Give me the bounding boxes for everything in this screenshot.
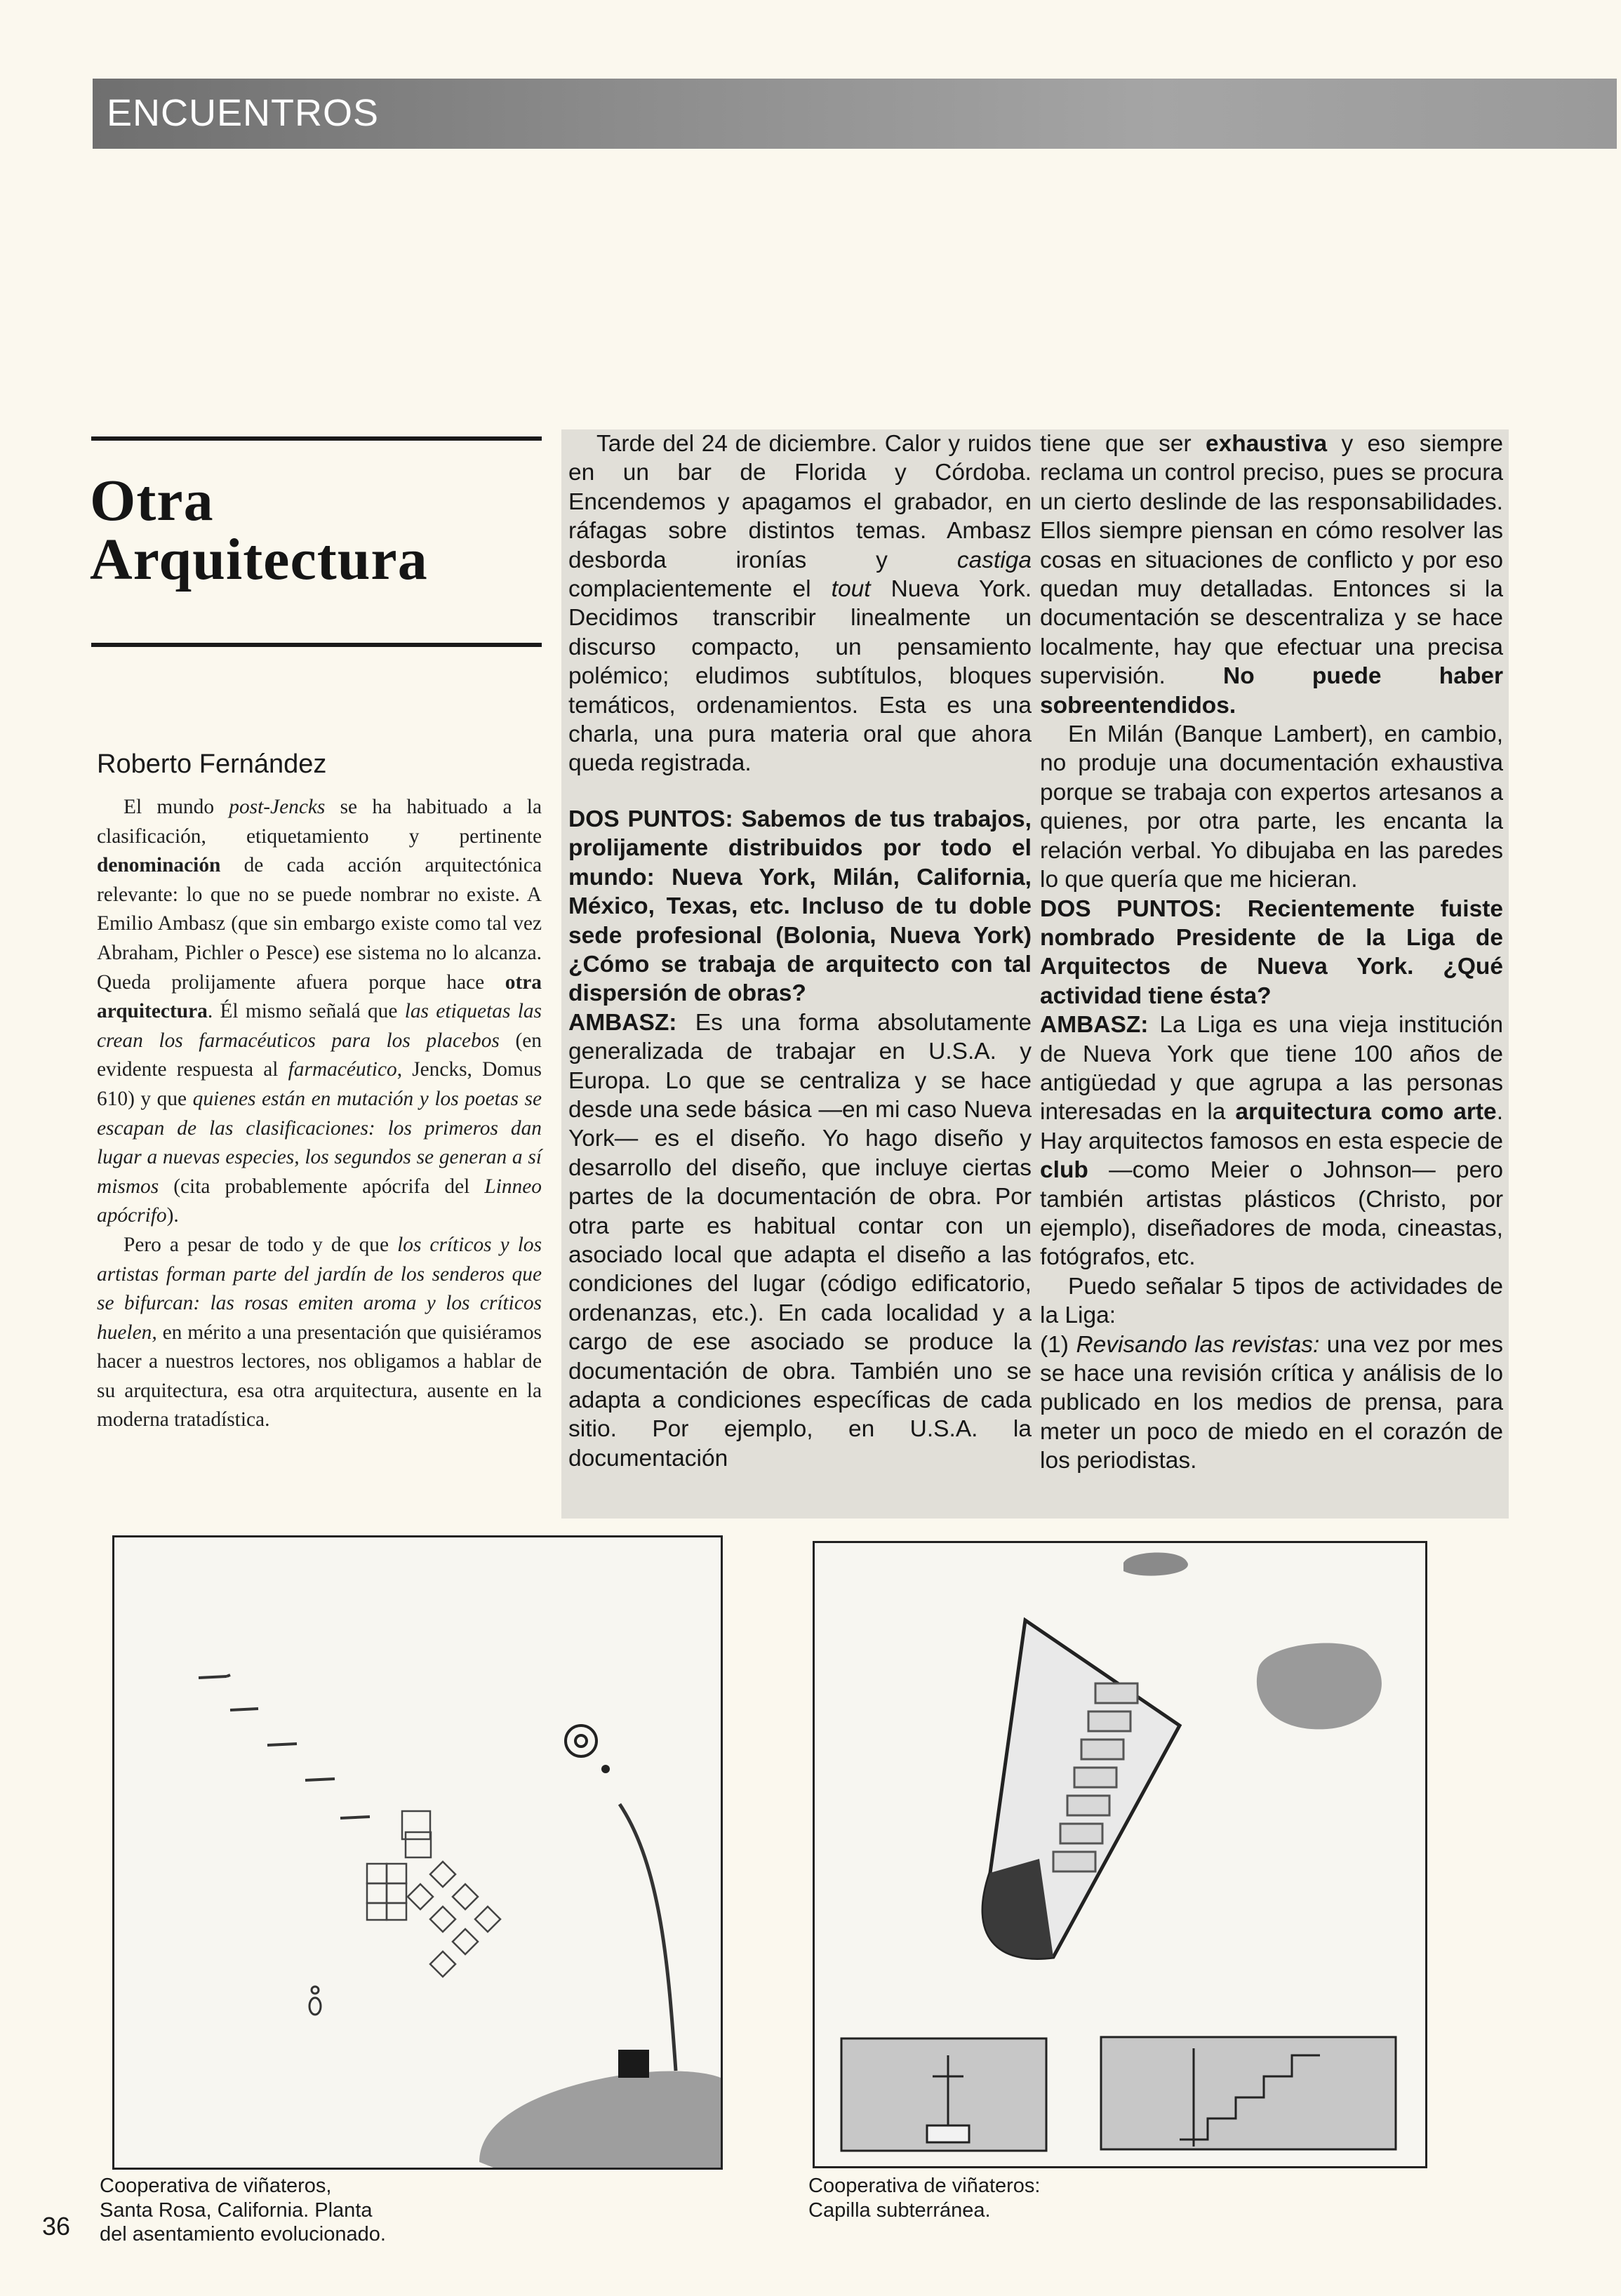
text-run: DOS PUNTOS: Sabemos de tus trabajos, prolijamente distribuidos por todo el mundo: Nueva York, Milán, California, México, Texas, etc. Incluso de tu doble sede profesional (Bolonia, Nueva York) ¿Cómo se trabaja de arquitecto con tal dispersión de obras? bbox=[568, 806, 1032, 1007]
text-run: El mundo bbox=[124, 796, 229, 818]
cloud-small bbox=[1123, 1552, 1188, 1575]
chapel-block bbox=[618, 2050, 649, 2078]
text-run: tiene que ser bbox=[1040, 431, 1206, 457]
terrace-step bbox=[305, 1779, 335, 1780]
italic-run: quienes están en mutación y los poetas se escapan de las clasificaciones: los primeros dan lugar a nuevas especies, los segundos se generan a sí mismos bbox=[97, 1087, 542, 1198]
text-run: (1) bbox=[1040, 1331, 1076, 1358]
italic-run: castiga bbox=[956, 547, 1032, 573]
text-run: —como Meier o Johnson— pero también artistas plásticos (Christo, por ejemplo), diseñadores de moda, cineastas, fotógrafos, etc. bbox=[1040, 1157, 1503, 1271]
caption-line: del asentamiento evolucionado. bbox=[100, 2223, 386, 2246]
text-run: DOS PUNTOS: Recientemente fuiste nombrado Presidente de la Liga de Arquitectos de Nueva York. ¿Qué actividad tiene ésta? bbox=[1040, 895, 1503, 1009]
intro-paragraph-1 bbox=[97, 793, 542, 1231]
bold-run: exhaustiva bbox=[1205, 431, 1328, 457]
interview-paragraph bbox=[1040, 1010, 1503, 1272]
bold-run: club bbox=[1040, 1157, 1088, 1184]
bold-run: arquitectura como arte bbox=[1235, 1099, 1497, 1126]
bold-run: No puede haber sobreentendidos. bbox=[1040, 663, 1504, 719]
section-view-1 bbox=[841, 2038, 1046, 2151]
title-rule-bottom bbox=[91, 643, 542, 647]
text-run: Tarde del 24 de diciembre. Calor y ruidos en un bar de Florida y Córdoba. Encendemos y apagamos el grabador, en ráfagas sobre distintos temas. Ambasz desborda ironías y bbox=[568, 431, 1032, 573]
text-run: Es una forma absolutamente generalizada de trabajar en U.S.A. y Europa. Lo que se centraliza y se hace desde una sede básica —en mi caso Nueva York— es el diseño. Yo hago diseño y desarrollo del diseño, que incluye ciertas partes de la documentación de obra. Por otra parte es habitual contar con un asociado local que adapta el diseño a las condiciones del lugar (código edificatorio, ordenanzas, etc.). En cada localidad y a cargo de ese asociado se produce la documentación de obra. También uno se adapta a condiciones específicas de cada sitio. Por ejemplo, en U.S.A. la documentación bbox=[568, 1009, 1032, 1471]
caption-line: Capilla subterránea. bbox=[808, 2198, 991, 2222]
text-run: Pero a pesar de todo y de que bbox=[124, 1233, 398, 1256]
section-label: ENCUENTROS bbox=[107, 92, 380, 134]
page-number: 36 bbox=[42, 2212, 71, 2241]
interview-paragraph bbox=[1040, 1272, 1503, 1330]
italic-run: Revisando las revistas: bbox=[1076, 1331, 1320, 1358]
building-grid bbox=[367, 1811, 431, 1920]
interview-paragraph bbox=[1040, 1330, 1503, 1476]
small-marker bbox=[309, 1987, 321, 2015]
text-run: ). bbox=[166, 1204, 179, 1227]
section-view-2 bbox=[1101, 2037, 1396, 2149]
interview-paragraph bbox=[568, 805, 1032, 1008]
text-run: de cada acción arquitectónica relevante: lo que no se puede nombrar no existe. A Emilio Ambasz (que sin embargo existe como tal vez Abraham, Pichler o Pesce) ese sistema no lo alcanza. Queda prolijamente afuera porque hace bbox=[97, 854, 542, 994]
diamond-modules bbox=[408, 1862, 500, 1977]
intro-paragraph-2 bbox=[97, 1231, 542, 1435]
interview-column-2 bbox=[1040, 429, 1503, 1476]
text-run: complacientemente el bbox=[568, 576, 832, 603]
interview-box bbox=[561, 429, 1509, 1519]
text-run: . Él mismo señalá que bbox=[207, 1000, 405, 1023]
italic-run: Linneo apócrifo bbox=[97, 1175, 542, 1227]
caption-line: Santa Rosa, California. Planta bbox=[100, 2198, 373, 2222]
italic-run: post-Jencks bbox=[229, 796, 326, 818]
terrace-step bbox=[340, 1817, 370, 1818]
site-plan-figure bbox=[112, 1535, 723, 2170]
italic-run: tout bbox=[831, 576, 871, 603]
interview-paragraph bbox=[1040, 720, 1503, 894]
text-run: , Jencks, Domus 610) y que bbox=[97, 1058, 542, 1110]
text-run: en mérito a una presentación que quisiéramos hacer a nuestros lectores, nos obligamos a hablar de su arquitectura, esa otra arquitectura, ausente en la moderna tratadística. bbox=[97, 1321, 542, 1431]
caption-line: Cooperativa de viñateros, bbox=[100, 2175, 332, 2197]
cloud-large bbox=[1257, 1643, 1382, 1730]
chapel-figure bbox=[813, 1541, 1427, 2168]
text-run: . Hay arquitectos famosos en esta especie de bbox=[1040, 1099, 1503, 1154]
italic-run: las etiquetas las crean los farmacéuticos para los placebos bbox=[97, 1000, 542, 1052]
bold-run: otra arquitectura bbox=[97, 970, 542, 1023]
target-icon bbox=[566, 1726, 596, 1756]
interview-paragraph bbox=[568, 429, 1032, 778]
right-figure-caption bbox=[808, 2174, 1201, 2222]
title-rule-top bbox=[91, 436, 542, 441]
text-run: (cita probablemente apócrifa del bbox=[159, 1175, 485, 1198]
text-run: La Liga es una vieja institución de Nueva York que tiene 100 años de antigüedad y que agrupa a las personas interesadas en la bbox=[1040, 1012, 1503, 1126]
hill-mass bbox=[479, 2071, 721, 2168]
article-author: Roberto Fernández bbox=[97, 749, 327, 779]
text-run: se ha habituado a la clasificación, etiquetamiento y pertinente bbox=[97, 796, 542, 848]
chapel-drawing bbox=[815, 1543, 1425, 2166]
bold-run: AMBASZ: bbox=[1040, 1012, 1149, 1039]
intro-column bbox=[97, 793, 542, 1435]
article-title: Otra Arquitectura bbox=[90, 468, 428, 592]
access-path bbox=[620, 1804, 676, 2071]
text-run: Nueva York. Decidimos transcribir linealmente un discurso compacto, un pensamiento polémico; eludimos subtítulos, bloques temáticos, ordenamientos. Esta es una charla, una pura materia oral que ahora queda registrada. bbox=[568, 576, 1032, 777]
interview-column-1 bbox=[568, 429, 1032, 1473]
bold-run: denominación bbox=[97, 854, 221, 877]
text-run: En Milán (Banque Lambert), en cambio, no produje una documentación exhaustiva porque se trabaja con expertos artesanos a quienes, por otra parte, les encanta la relación verbal. Yo dibujaba en las paredes lo que quería que me hicieran. bbox=[1040, 721, 1503, 893]
caption-line: Cooperativa de viñateros: bbox=[808, 2175, 1041, 2197]
text-run: Puedo señalar 5 tipos de actividades de la Liga: bbox=[1040, 1273, 1503, 1329]
bold-run: AMBASZ: bbox=[568, 1009, 677, 1036]
terrace-step bbox=[199, 1676, 227, 1678]
text-run: una vez por mes se hace una revisión crítica y análisis de lo publicado en los medios de prensa, para meter un poco de miedo en el corazón de los periodistas. bbox=[1040, 1331, 1503, 1474]
terrace-step bbox=[230, 1709, 258, 1710]
italic-run: farmacéutico bbox=[288, 1058, 397, 1081]
interview-paragraph bbox=[568, 1008, 1032, 1474]
site-plan-drawing bbox=[114, 1537, 721, 2168]
italic-run: los críticos y los artistas forman parte del jardín de los senderos que se bifurcan: las rosas emiten aroma y los críticos huelen, bbox=[97, 1233, 542, 1344]
left-figure-caption bbox=[100, 2174, 493, 2247]
terrace-step bbox=[267, 1744, 297, 1745]
interview-paragraph bbox=[1040, 895, 1503, 1011]
text-run: y eso siempre reclama un control preciso, pues se procura un cierto deslinde de las responsabilidades. Ellos siempre piensan en cómo resolver las cosas en situaciones de conflicto y por eso quedan muy detalladas. Entonces si la documentación se descentraliza y se hace localmente, hay que efectuar una precisa supervisión. bbox=[1040, 431, 1503, 690]
interview-paragraph bbox=[1040, 429, 1503, 720]
text-run: (en evidente respuesta al bbox=[97, 1029, 542, 1081]
section-header bbox=[93, 79, 1617, 149]
